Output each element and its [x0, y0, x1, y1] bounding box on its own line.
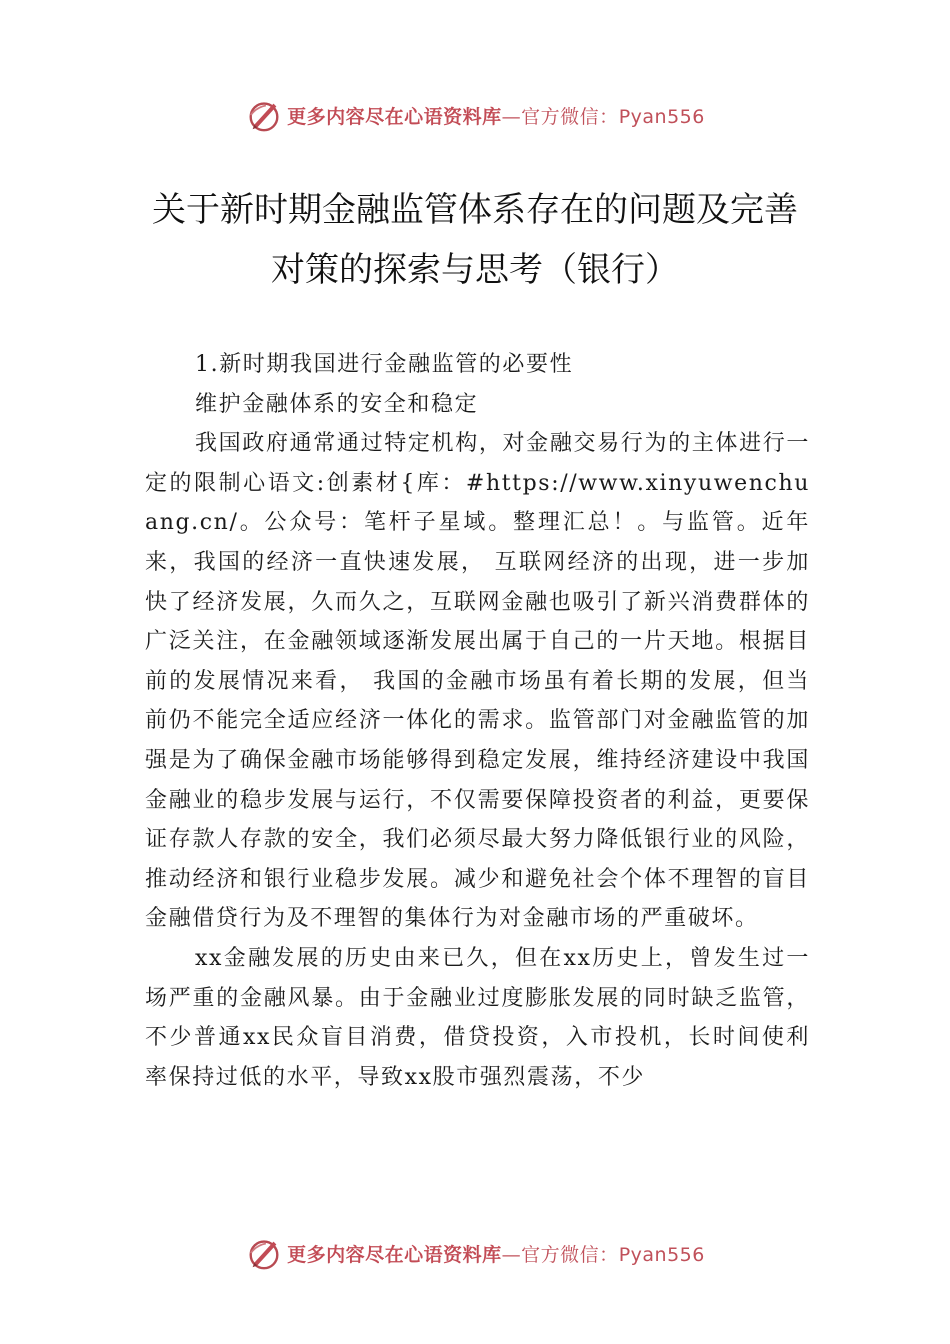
- banner-dash: —: [501, 1243, 522, 1266]
- banner-main-text: 更多内容尽在心语资料库: [287, 105, 502, 128]
- pen-logo-icon: [245, 96, 283, 134]
- banner-wechat-label: 官方微信：: [521, 105, 619, 128]
- header-banner: [0, 95, 950, 135]
- subsection-heading: 维护金融体系的安全和稳定: [195, 391, 479, 417]
- banner-main-text: 更多内容尽在心语资料库: [287, 1243, 502, 1266]
- document-body: [145, 345, 810, 1097]
- document-title: 关于新时期金融监管体系存在的问题及完善对策的探索与思考（银行）: [152, 190, 798, 290]
- banner-wechat-id: Pyan556: [618, 1243, 705, 1266]
- banner-dash: —: [501, 105, 522, 128]
- banner-text: [287, 1240, 705, 1267]
- banner-wechat-id: Pyan556: [618, 105, 705, 128]
- pen-logo-icon: [245, 1234, 283, 1272]
- footer-banner: [0, 1233, 950, 1273]
- section-heading: 1.新时期我国进行金融监管的必要性: [195, 352, 574, 377]
- body-paragraph: 我国政府通常通过特定机构，对金融交易行为的主体进行一定的限制心语文:创素材{库：#https://www.xinyuwenchuang.cn/。公众号：笔杆子星域。整理汇总！。与监管。近年来，我国的经济一直快速发展， 互联网经济的出现，进一步加快了经济发展，久而久之，互联网金融也吸引了新兴消费群体的广泛关注，在金融领域逐渐发展出属于自己的一片天地。根据目前的发展情况来看， 我国的金融市场虽有着长期的发展，但当前仍不能完全适应经济一体化的需求。监管部门对金融监管的加强是为了确保金融市场能够得到稳定发展，维持经济建设中我国金融业的稳步发展与运行，不仅需要保障投资者的利益，更要保证存款人存款的安全，我们必须尽最大努力降低银行业的风险，推动经济和银行业稳步发展。减少和避免社会个体不理智的盲目金融借贷行为及不理智的集体行为对金融市场的严重破坏。: [145, 431, 810, 932]
- banner-text: [287, 102, 705, 129]
- banner-wechat-label: 官方微信：: [521, 1243, 619, 1266]
- body-paragraph: xx金融发展的历史由来已久，但在xx历史上，曾发生过一场严重的金融风暴。由于金融业过度膨胀发展的同时缺乏监管，不少普通xx民众盲目消费，借贷投资，入市投机，长时间使利率保持过低的水平，导致xx股市强烈震荡，不少: [145, 945, 810, 1090]
